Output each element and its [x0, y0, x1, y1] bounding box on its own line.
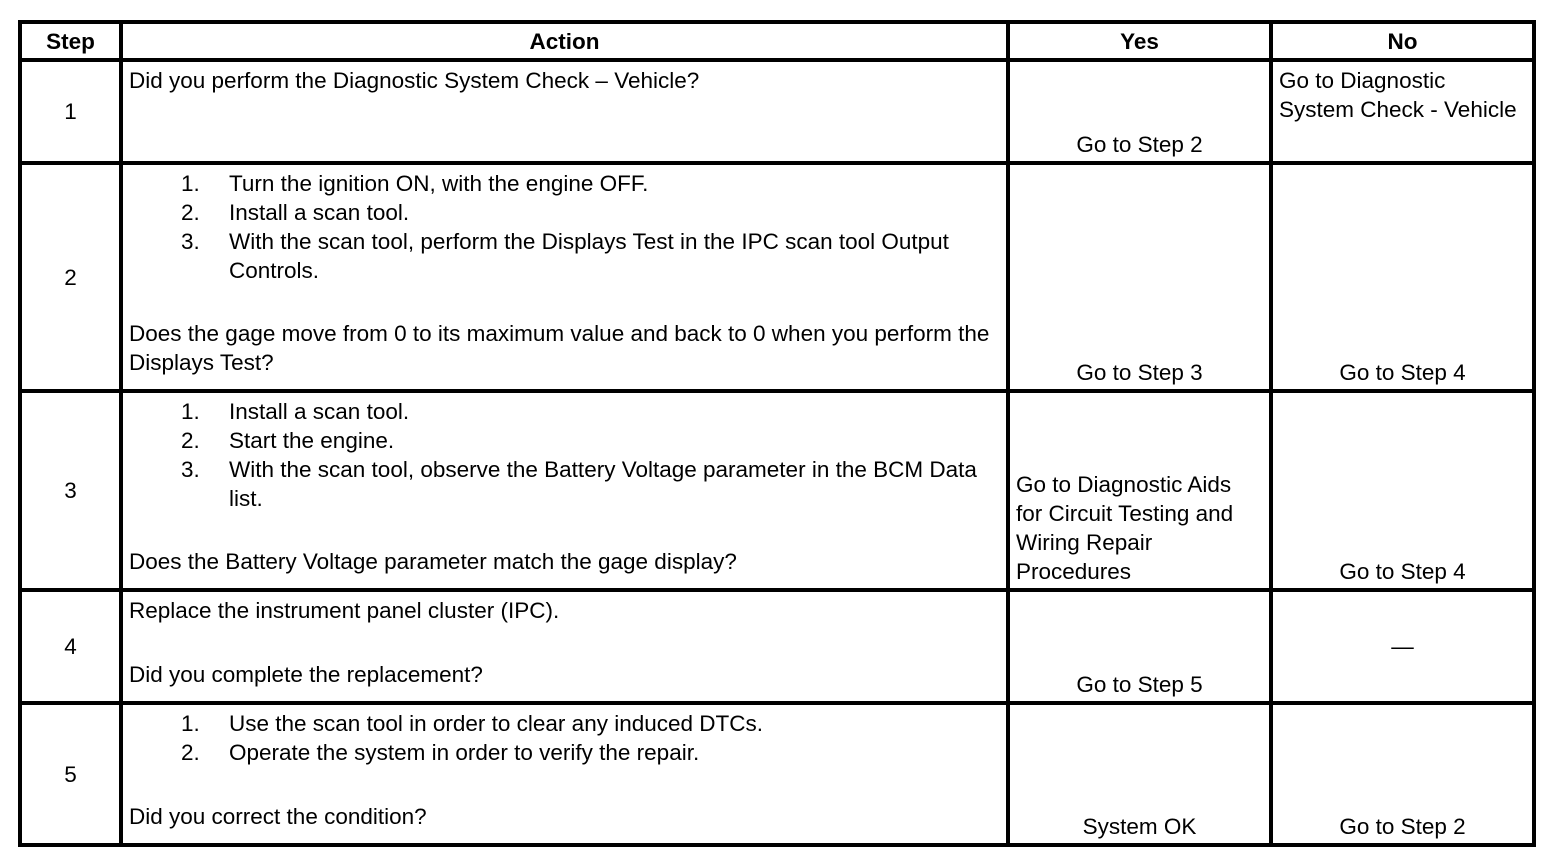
list-item: 2. Install a scan tool.: [181, 200, 410, 225]
no-cell: Go to Step 2: [1271, 703, 1534, 845]
header-yes: Yes: [1008, 22, 1271, 60]
no-cell: Go to Step 4: [1271, 163, 1534, 391]
action-question: Did you complete the replacement?: [129, 662, 483, 687]
step-number: 4: [20, 590, 121, 703]
yes-cell: Go to Diagnostic Aids for Circuit Testing and Wiring Repair Procedures: [1008, 391, 1271, 590]
list-item: 3. With the scan tool, observe the Battery Voltage parameter in the BCM Data list.: [181, 457, 977, 511]
list-item: 3. With the scan tool, perform the Displays Test in the IPC scan tool Output Controls.: [181, 229, 949, 283]
list-item: 2. Operate the system in order to verify the repair.: [181, 740, 700, 765]
list-item: 1. Use the scan tool in order to clear any induced DTCs.: [181, 711, 764, 736]
no-cell: Go to Step 4: [1271, 391, 1534, 590]
action-cell: [121, 163, 1008, 391]
action-question: Does the gage move from 0 to its maximum value and back to 0 when you perform the Displays Test?: [129, 321, 990, 375]
step-number: 5: [20, 703, 121, 845]
header-step: Step: [20, 22, 121, 60]
diagnostic-table: [18, 20, 1536, 847]
table-row: [20, 60, 1534, 163]
yes-cell: System OK: [1008, 703, 1271, 845]
no-cell: Go to Diagnostic System Check - Vehicle: [1271, 60, 1534, 163]
list-item: 2. Start the engine.: [181, 428, 395, 453]
action-question: Did you correct the condition?: [129, 804, 427, 829]
action-question: Does the Battery Voltage parameter match the gage display?: [129, 549, 737, 574]
no-cell: —: [1271, 590, 1534, 703]
yes-cell: Go to Step 2: [1008, 60, 1271, 163]
instruction-list: [129, 397, 1000, 513]
action-cell: [121, 590, 1008, 703]
header-row: [20, 22, 1534, 60]
table-row: [20, 391, 1534, 590]
action-cell: [121, 391, 1008, 590]
action-cell: [121, 703, 1008, 845]
action-cell: [121, 60, 1008, 163]
list-item: 1. Install a scan tool.: [181, 399, 410, 424]
table-row: [20, 590, 1534, 703]
table-row: [20, 163, 1534, 391]
instruction-list: [129, 169, 1000, 285]
header-no: No: [1271, 22, 1534, 60]
action-instruction: Replace the instrument panel cluster (IPC).: [129, 598, 560, 623]
step-number: 3: [20, 391, 121, 590]
action-question: Did you perform the Diagnostic System Check – Vehicle?: [129, 68, 700, 93]
step-number: 2: [20, 163, 121, 391]
instruction-list: [129, 709, 1000, 767]
header-action: Action: [121, 22, 1008, 60]
list-item: 1. Turn the ignition ON, with the engine OFF.: [181, 171, 649, 196]
step-number: 1: [20, 60, 121, 163]
table-row: [20, 703, 1534, 845]
yes-cell: Go to Step 5: [1008, 590, 1271, 703]
yes-cell: Go to Step 3: [1008, 163, 1271, 391]
